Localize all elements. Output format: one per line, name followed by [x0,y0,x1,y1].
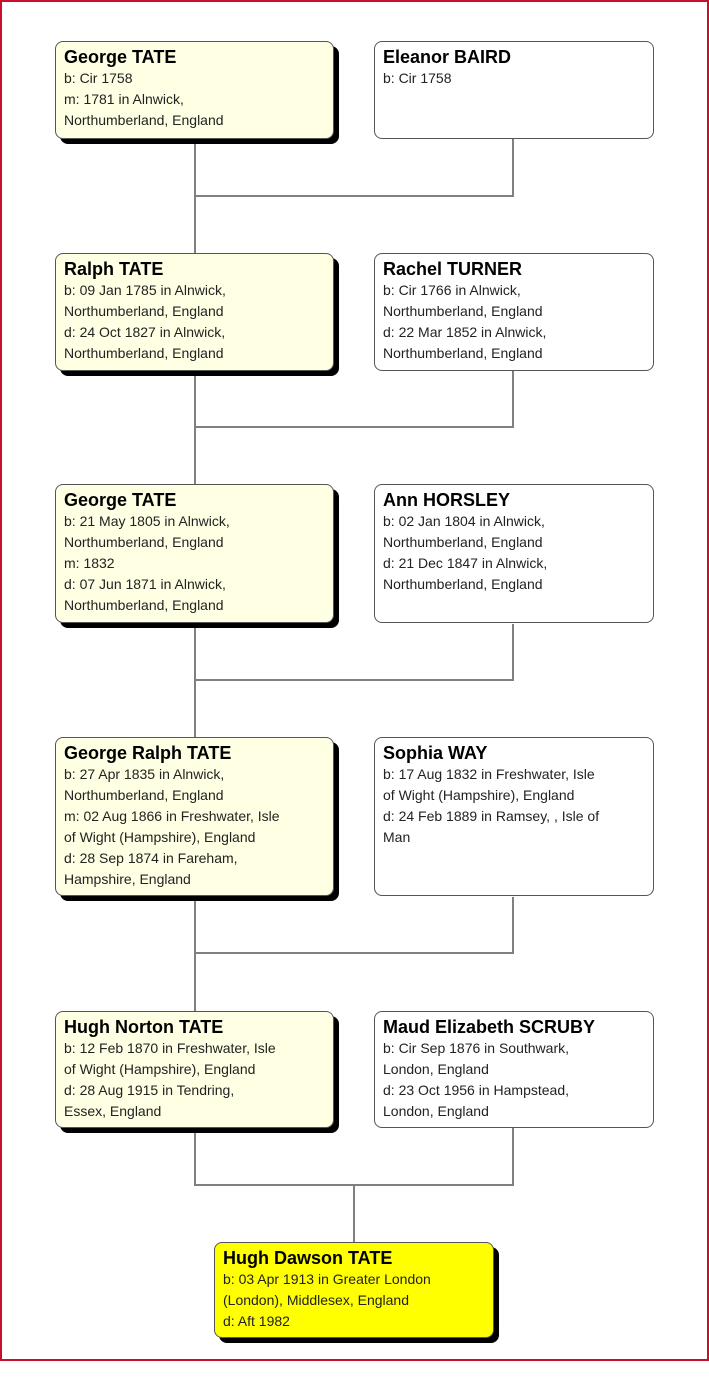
person-detail: Man [383,829,411,845]
connector-gen2 [195,371,513,484]
person-detail: Northumberland, England [64,345,224,361]
person-box-ralph-tate[interactable] [55,253,334,371]
person-detail: Northumberland, England [383,576,543,592]
person-detail: b: 21 May 1805 in Alnwick, [64,513,230,529]
person-box-george-ralph-tate[interactable] [55,737,334,896]
person-detail: m: 1832 [64,555,115,571]
person-detail: Northumberland, England [383,303,543,319]
person-detail: b: 12 Feb 1870 in Freshwater, Isle [64,1040,276,1056]
person-name: Maud Elizabeth SCRUBY [383,1017,596,1037]
person-box-sophia-way[interactable] [374,737,654,896]
person-detail: Hampshire, England [64,871,191,887]
person-detail: b: 17 Aug 1832 in Freshwater, Isle [383,766,595,782]
person-name: George Ralph TATE [64,743,232,763]
person-box-hugh-norton-tate[interactable] [55,1011,334,1128]
person-detail: d: 07 Jun 1871 in Alnwick, [64,576,226,592]
person-box-george-tate-1758[interactable] [55,41,334,139]
person-name: Ralph TATE [64,259,164,279]
person-detail: Northumberland, England [64,112,224,128]
connector-gen1 [195,139,513,253]
person-name: George TATE [64,490,177,510]
person-detail: d: 28 Aug 1915 in Tendring, [64,1082,235,1098]
person-box-eleanor-baird[interactable] [374,41,654,139]
person-detail: d: 23 Oct 1956 in Hampstead, [383,1082,569,1098]
person-detail: London, England [383,1103,489,1119]
person-name: George TATE [64,47,177,67]
person-box-george-tate-1805[interactable] [55,484,334,623]
person-detail: b: Cir 1758 [383,70,452,86]
person-detail: d: 28 Sep 1874 in Fareham, [64,850,238,866]
person-detail: b: 02 Jan 1804 in Alnwick, [383,513,545,529]
person-detail: Northumberland, England [64,534,224,550]
person-detail: Northumberland, England [64,303,224,319]
person-detail: b: Cir 1758 [64,70,133,86]
person-detail: d: 24 Oct 1827 in Alnwick, [64,324,226,340]
person-name: Hugh Dawson TATE [223,1248,393,1268]
person-detail: Northumberland, England [383,345,543,361]
person-detail: d: 22 Mar 1852 in Alnwick, [383,324,547,340]
person-detail: b: 03 Apr 1913 in Greater London [223,1271,431,1287]
person-name: Sophia WAY [383,743,488,763]
connector-gen3 [195,624,513,737]
person-detail: of Wight (Hampshire), England [383,787,575,803]
connector-gen5 [195,1128,513,1242]
person-name: Ann HORSLEY [383,490,511,510]
person-detail: London, England [383,1061,489,1077]
person-box-maud-elizabeth-scruby[interactable] [374,1011,654,1128]
person-detail: Northumberland, England [383,534,543,550]
person-detail: (London), Middlesex, England [223,1292,410,1308]
person-detail: d: 24 Feb 1889 in Ramsey, , Isle of [383,808,600,824]
person-detail: b: Cir 1766 in Alnwick, [383,282,521,298]
person-detail: of Wight (Hampshire), England [64,829,256,845]
person-detail: b: 27 Apr 1835 in Alnwick, [64,766,225,782]
person-detail: Northumberland, England [64,787,224,803]
person-box-rachel-turner[interactable] [374,253,654,371]
person-detail: Essex, England [64,1103,162,1119]
person-name: Hugh Norton TATE [64,1017,224,1037]
person-detail: m: 02 Aug 1866 in Freshwater, Isle [64,808,280,824]
person-detail: of Wight (Hampshire), England [64,1061,256,1077]
person-detail: b: Cir Sep 1876 in Southwark, [383,1040,569,1056]
person-box-hugh-dawson-tate[interactable] [214,1242,494,1338]
person-detail: d: Aft 1982 [223,1313,290,1329]
connector-gen4 [195,897,513,1011]
person-box-ann-horsley[interactable] [374,484,654,623]
person-detail: m: 1781 in Alnwick, [64,91,184,107]
person-detail: d: 21 Dec 1847 in Alnwick, [383,555,548,571]
person-name: Eleanor BAIRD [383,47,512,67]
person-detail: b: 09 Jan 1785 in Alnwick, [64,282,226,298]
person-name: Rachel TURNER [383,259,523,279]
person-detail: Northumberland, England [64,597,224,613]
